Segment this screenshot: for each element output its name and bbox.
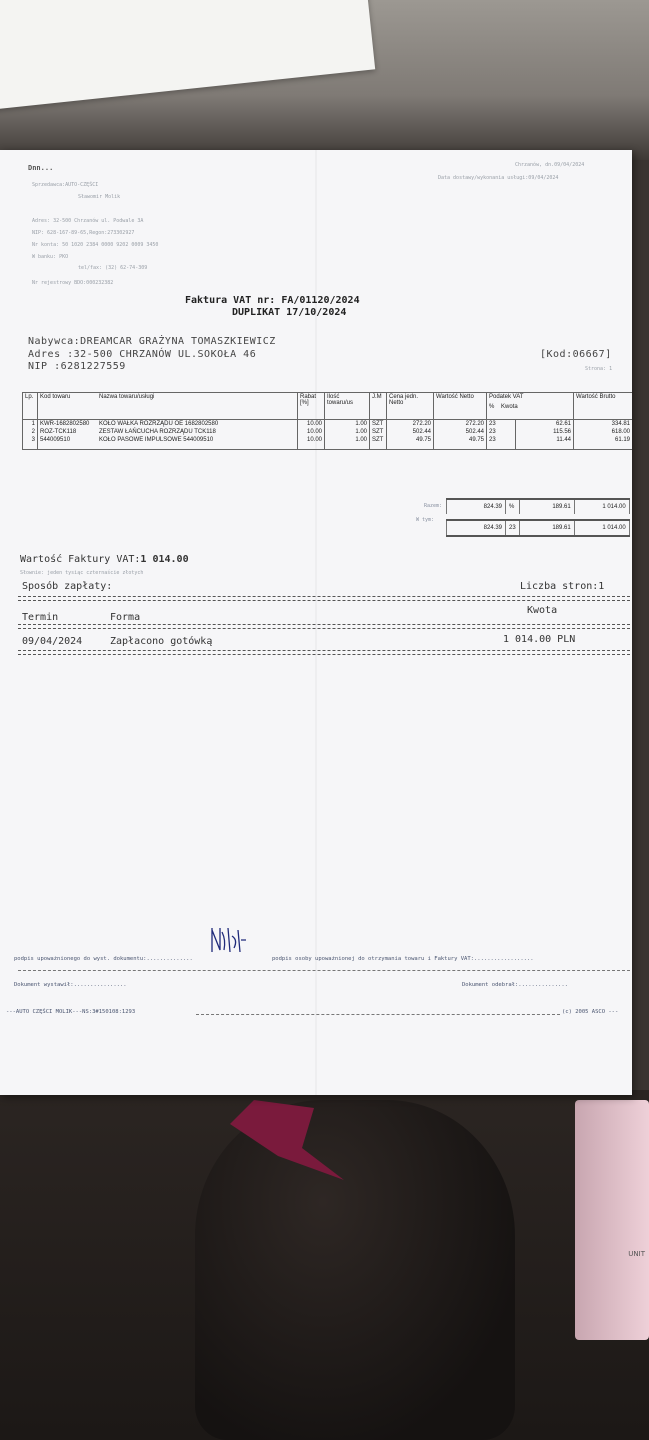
cell-pct: 23 (487, 420, 516, 429)
cell-kod: ROZ-TCK118 (38, 428, 98, 436)
cell-kwota: 115.56 (516, 428, 574, 436)
total-line (20, 554, 189, 565)
total-value: 1 014.00 (140, 554, 189, 565)
buyer-nip: NIP :6281227559 (28, 361, 126, 372)
sum-pct: % (506, 499, 520, 514)
cell-rabat: 10.00 (298, 428, 325, 436)
box-text: UNIT (628, 1250, 645, 1258)
sum-kwota: 189.61 (519, 520, 574, 536)
cell-pct: 23 (487, 428, 516, 436)
summary-wtym-label: W tym: (416, 517, 435, 523)
cell-nazwa: ZESTAW ŁAŃCUCHA ROZRZĄDU TCK118 (99, 429, 216, 435)
total-words: Słownie: jeden tysiąc czternaście złotych (20, 570, 144, 576)
separator (18, 650, 630, 655)
col-jm: J.M (370, 393, 387, 420)
cell-nazwa: KOŁO WAŁKA ROZRZĄDU OE 1682802580 (99, 421, 219, 427)
sum-brutto: 1 014.00 (574, 520, 629, 536)
cell-jm: SZT (370, 420, 387, 429)
table-row (23, 428, 633, 436)
cell-jm: SZT (370, 428, 387, 436)
header-delivery-date: Data dostawy/wykonania usługi:09/04/2024 (438, 175, 559, 181)
col-lp: Lp. (23, 393, 38, 420)
cell-ilosc: 1.00 (325, 428, 370, 436)
payment-date: 09/04/2024 (22, 636, 83, 647)
page-number: Strona: 1 (585, 366, 613, 372)
separator (18, 970, 630, 971)
sum-netto: 824.39 (447, 499, 506, 514)
copyright: (c) 2005 ASCO --- (562, 1009, 619, 1015)
col-brutto: Wartość Brutto (574, 393, 633, 420)
paper-fold (315, 150, 317, 1095)
items-table (22, 392, 632, 450)
sum-brutto: 1 014.00 (574, 499, 629, 514)
seller-line: tel/fax: (32) 62-74-309 (78, 265, 148, 271)
sign-left: podpis upoważnionego do wyst. dokumentu:.............. (14, 956, 193, 962)
col-podatek (487, 393, 574, 420)
table-row (23, 420, 633, 429)
sum-netto: 824.39 (447, 520, 506, 536)
invoice-sheet (0, 150, 632, 1095)
invoice-duplicate: DUPLIKAT 17/10/2024 (232, 307, 347, 318)
seller-line: Sprzedawca:AUTO-CZĘŚCI (32, 182, 99, 188)
header-left-title: Dnn... (28, 164, 54, 172)
cell-cena: 502.44 (387, 428, 434, 436)
seller-line: NIP: 628-167-89-65,Regon:273302927 (32, 230, 135, 236)
cell-jm: SZT (370, 436, 387, 450)
col-kwota: Kwota (501, 404, 518, 410)
cell-ilosc: 1.00 (325, 420, 370, 429)
col-podatek-label: Podatek VAT (489, 394, 524, 400)
separator (18, 624, 630, 629)
cell-kod: KWR-1682802580 (38, 420, 98, 429)
cell-kwota: 11.44 (516, 436, 574, 450)
received-by: Dokument odebrał:............... (462, 982, 568, 988)
table-header-row (23, 393, 633, 420)
background-pink-box (575, 1100, 649, 1340)
cell-nazwa: KOŁO PASOWE IMPULSOWE 544009510 (97, 436, 298, 450)
cell-netto: 49.75 (434, 436, 487, 450)
summary-razem-label: Razem: (424, 503, 443, 509)
cell-brutto: 334.81 (574, 420, 633, 429)
signature-image (208, 926, 248, 956)
invoice-title: Faktura VAT nr: FA/01120/2024 (185, 295, 360, 306)
total-label: Wartość Faktury VAT: (20, 554, 141, 565)
cell-kod: 544009510 (38, 436, 98, 450)
buyer-name: Nabywca:DREAMCAR GRAŻYNA TOMASZKIEWICZ (28, 336, 276, 347)
header-date: Chrzanów, dn.09/04/2024 (515, 162, 585, 168)
cell-kwota: 62.61 (516, 420, 574, 429)
separator (18, 596, 630, 601)
seller-line: W banku: PKO (32, 254, 69, 260)
payment-method-label: Sposób zapłaty: (22, 581, 113, 592)
sum-kwota: 189.61 (519, 499, 574, 514)
cell-cena: 49.75 (387, 436, 434, 450)
summary-row-razem (447, 499, 630, 514)
cell-ilosc: 1.00 (325, 436, 370, 450)
col-rabat: Rabat [%] (298, 393, 325, 420)
summary-row-wtym (447, 520, 630, 536)
cell-rabat: 10.00 (298, 436, 325, 450)
col-cena: Cena jedn. Netto (387, 393, 434, 420)
seller-line: Nr konta: 50 1020 2384 0000 9202 0009 3450 (32, 242, 159, 248)
col-kod: Kod towaru (38, 393, 98, 420)
sign-right: podpis osoby upoważnionej do otrzymania towaru i Faktury VAT:.................. (272, 956, 534, 962)
seller-line: Nr rejestrowy BDO:000232382 (32, 280, 114, 286)
cell-netto: 502.44 (434, 428, 487, 436)
kwota-label: Kwota (527, 605, 558, 616)
payment-form: Zapłacono gotówką (110, 636, 213, 647)
termin-label: Termin (22, 612, 59, 623)
software-rule (196, 1014, 560, 1015)
col-nazwa: Nazwa towaru/usługi (97, 393, 298, 420)
col-ilosc: Ilość towaru/us (325, 393, 370, 420)
table-row (23, 436, 633, 450)
cell-netto: 272.20 (434, 420, 487, 429)
summary-table (446, 498, 630, 537)
background-fabric (195, 1100, 515, 1440)
seller-line: Sławomir Molik (78, 194, 121, 200)
forma-label: Forma (110, 612, 141, 623)
cell-lp: 2 (23, 428, 38, 436)
seller-line: Adres: 32-500 Chrzanów ul. Podwale 3A (32, 218, 144, 224)
cell-rabat: 10.00 (298, 420, 325, 429)
cell-brutto: 618.00 (574, 428, 633, 436)
col-netto: Wartość Netto (434, 393, 487, 420)
buyer-address: Adres :32-500 CHRZANÓW UL.SOKOŁA 46 (28, 349, 257, 360)
page-count: Liczba stron:1 (520, 581, 605, 592)
cell-cena: 272.20 (387, 420, 434, 429)
issued-by: Dokument wystawił:................ (14, 982, 127, 988)
cell-lp: 1 (23, 420, 38, 429)
cell-lp: 3 (23, 436, 38, 450)
cell-brutto: 61.19 (574, 436, 633, 450)
buyer-code: [Kod:06667] (540, 349, 612, 360)
cell-pct: 23 (487, 436, 516, 450)
col-pct: % (489, 404, 495, 410)
software-line: ---AUTO CZĘŚCI MOLIK---NS:3#150108:1293 (6, 1009, 136, 1015)
sum-pct: 23 (506, 520, 520, 536)
payment-amount: 1 014.00 PLN (503, 634, 576, 645)
